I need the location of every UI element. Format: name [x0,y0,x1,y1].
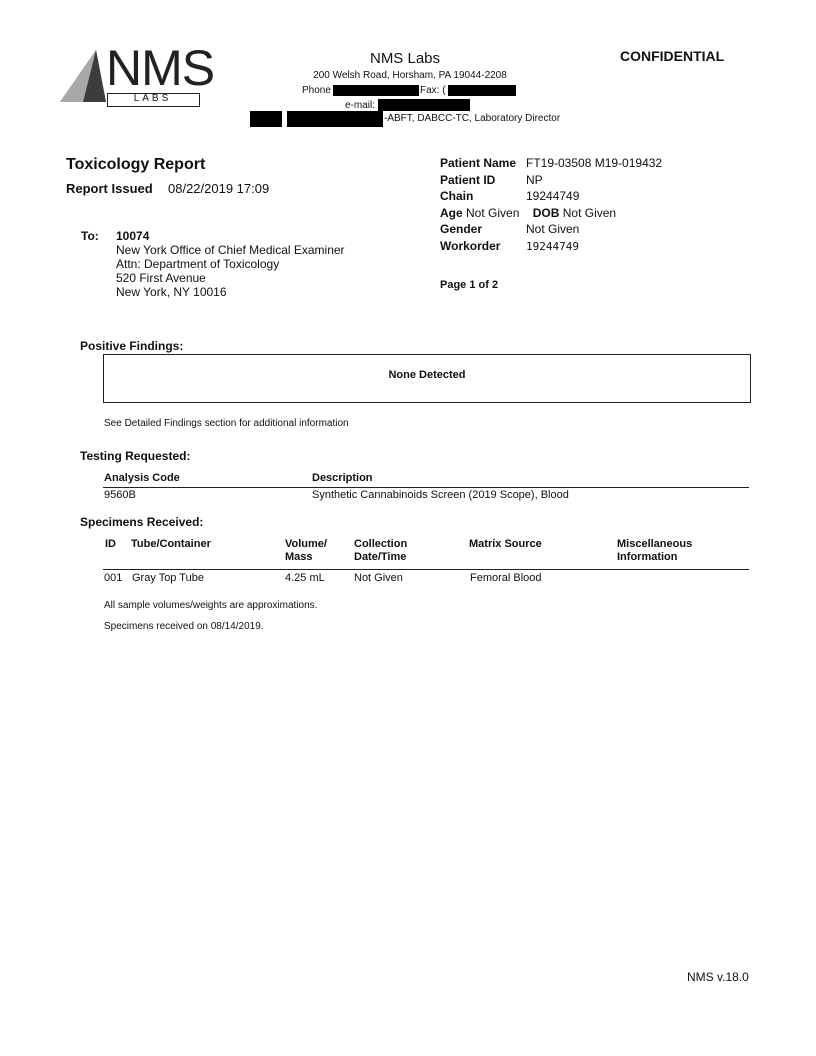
misc-header-line1: Miscellaneous [617,538,693,550]
tube-cell: Gray Top Tube [132,572,204,584]
matrix-cell: Femoral Blood [470,572,542,584]
nms-logo-icon [58,48,108,104]
form-version: NMS v.18.0 [687,970,749,984]
report-issued-label: Report Issued [66,181,153,196]
lab-fax-label: Fax: ( [420,85,446,96]
recipient-line: Attn: Department of Toxicology [116,257,280,271]
redaction-fax [448,85,516,96]
to-label: To: [81,229,99,243]
dob-label: DOB [532,205,560,220]
lab-director: -ABFT, DABCC-TC, Laboratory Director [384,113,561,124]
analysis-code-header: Analysis Code [104,472,180,484]
recipient-line: New York, NY 10016 [116,285,227,299]
chain-value: 19244749 [526,189,580,203]
chain-label: Chain [440,189,474,203]
patient-id-label: Patient ID [440,172,496,187]
confidential-mark: CONFIDENTIAL [620,48,725,64]
volume-cell: 4.25 mL [285,572,325,584]
specimens-received-title: Specimens Received: [80,515,204,529]
positive-findings-result: None Detected [388,369,466,381]
redaction-director-2 [287,111,383,127]
volume-approx-note: All sample volumes/weights are approximations. [104,600,318,611]
positive-findings-title: Positive Findings: [80,339,184,353]
specimens-header-rule [103,569,749,570]
redaction-email [378,99,470,111]
patient-info [440,155,662,254]
testing-header-rule [103,487,749,488]
workorder-value: 19244749 [526,239,579,253]
volume-header-line1: Volume/ [285,538,327,550]
collection-header [354,538,407,564]
lab-phone-label: Phone [302,85,331,96]
collection-cell: Not Given [354,572,403,584]
misc-header-line2: Information [617,551,678,563]
matrix-source-header: Matrix Source [469,538,542,550]
redaction-director-1 [250,111,282,127]
age-value: Not Given [466,205,520,220]
volume-header-line2: Mass [285,551,313,563]
report-issued-value: 08/22/2019 17:09 [168,181,270,196]
testing-requested-title: Testing Requested: [80,449,191,463]
lab-name: NMS Labs [369,50,441,67]
patient-name-value: FT19-03508 M19-019432 [526,156,663,170]
lab-email-label: e-mail: [345,100,376,111]
age-label: Age [440,205,463,220]
specimen-id-cell: 001 [104,572,123,584]
patient-id-value: NP [526,172,543,187]
patient-name-label: Patient Name [440,156,517,170]
recipient-line: New York Office of Chief Medical Examiner [116,243,345,257]
dob-value: Not Given [562,205,617,220]
analysis-code-cell: 9560B [104,489,136,501]
description-cell: Synthetic Cannabinoids Screen (2019 Scope), Blood [312,489,569,501]
page-number: Page 1 of 2 [440,279,499,291]
tube-container-header: Tube/Container [131,538,211,550]
lab-address: 200 Welsh Road, Horsham, PA 19044-2208 [313,70,507,81]
recipient-code: 10074 [116,229,150,243]
gender-value: Not Given [526,222,580,236]
gender-label: Gender [440,222,483,236]
workorder-label: Workorder [440,238,501,253]
page-title: Toxicology Report [66,156,206,173]
logo-wordmark: NMS [106,40,215,96]
misc-info-header [617,538,692,564]
collection-header-line1: Collection [354,538,408,550]
specimen-id-header: ID [105,538,116,550]
volume-mass-header [285,538,327,564]
positive-findings-note: See Detailed Findings section for additional information [104,418,349,429]
redaction-phone [333,85,419,96]
received-date-note: Specimens received on 08/14/2019. [104,621,264,632]
collection-header-line2: Date/Time [354,551,407,563]
recipient-line: 520 First Avenue [116,271,206,285]
description-header: Description [312,472,373,484]
logo-labs-text: LABS [133,93,172,104]
recipient-address [116,229,345,299]
